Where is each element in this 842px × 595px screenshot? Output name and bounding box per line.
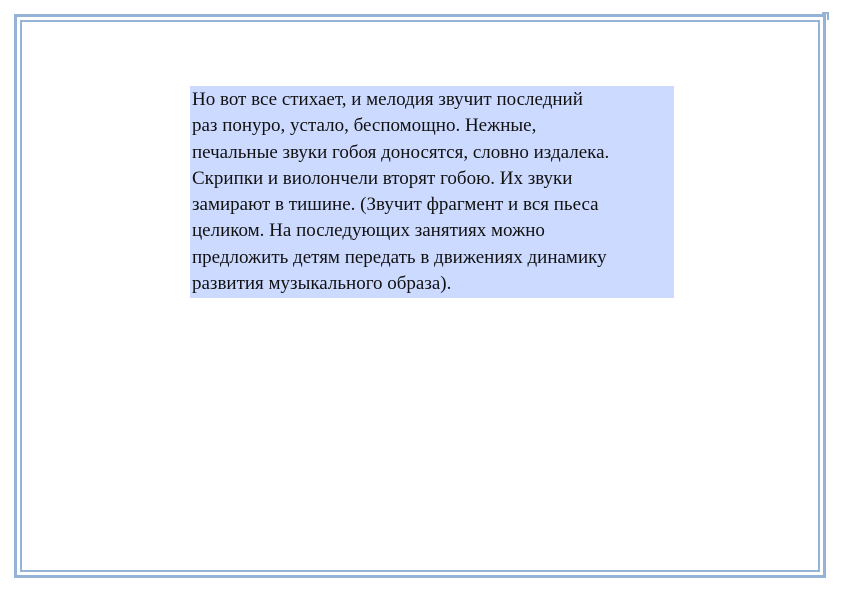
- highlighted-text-block: [190, 86, 674, 298]
- text-line: Скрипки и виолончели вторят гобою. Их звуки: [192, 167, 573, 189]
- text-line: развития музыкального образа).: [192, 273, 452, 295]
- text-line: Но вот все стихает, и мелодия звучит последний: [192, 89, 583, 110]
- text-line: целиком. На последующих занятиях можно: [192, 220, 545, 242]
- text-line: замирают в тишине. (Звучит фрагмент и вся пьеса: [192, 194, 599, 216]
- text-line: раз понуро, устало, беспомощно. Нежные,: [192, 115, 537, 137]
- text-line: печальные звуки гобоя доносятся, словно издалека.: [192, 141, 610, 163]
- text-line: предложить детям передать в движениях динамику: [192, 246, 607, 268]
- slide-frame-corner-accent: [822, 12, 829, 20]
